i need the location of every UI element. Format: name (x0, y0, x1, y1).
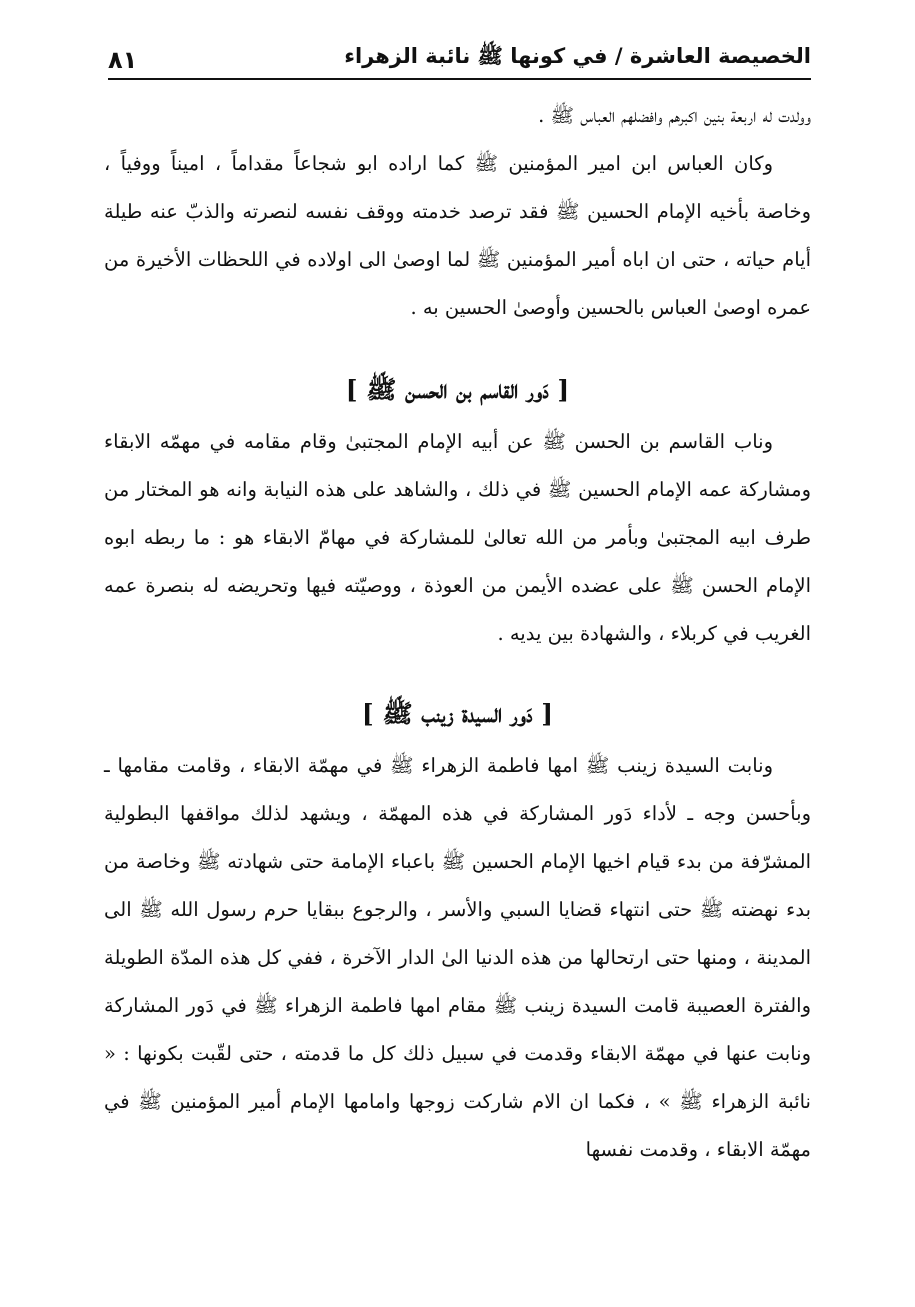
section-heading-zaynab: [ دَور السيدة زينب ﷺ ] (361, 699, 554, 728)
page-header (108, 34, 811, 80)
page-number: ٨١ (108, 46, 138, 74)
paragraph-qasim: وناب القاسم بن الحسن ﷺ عن أبيه الإمام المجتبىٰ وقام مقامه في مهمّه الابقاء ومشاركة عمه الإمام الحسين ﷺ في ذلك ، والشاهد على هذه النيابة وانه هو المختار من طرف ابيه المجتبىٰ وبأمر من الله تعالىٰ للمشاركة في مهامّ الابقاء هو : ما ربطه ابوه الإمام الحسن ﷺ على عضده الأيمن من العوذة ، ووصيّته فيها وتحريضه له بنصرة عمه الغريب في كربلاء ، والشهادة بين يديه . (104, 430, 811, 645)
section-spacer (104, 658, 811, 686)
running-title: الخصيصة العاشرة / في كونها ﷺ نائبة الزهراء (344, 44, 811, 68)
section-heading-qasim: [ دَور القاسم بن الحسن ﷺ ] (345, 375, 570, 404)
paragraph-zaynab: ونابت السيدة زينب ﷺ امها فاطمة الزهراء ﷺ في مهمّة الابقاء ، وقامت مقامها ـ وبأحسن وجه ـ لأداء دَور المشاركة في هذه المهمّة ، ويشهد لذلك مواقفها البطولية المشرّفة من بدء قيام اخيها الإمام الحسين ﷺ باعباء الإمامة حتى شهادته ﷺ وخاصة من بدء نهضته ﷺ حتى انتهاء قضايا السبي والأسر ، والرجوع ببقايا حرم رسول الله ﷺ الى المدينة ، ومنها حتى ارتحالها من هذه الدنيا الىٰ الدار الآخرة ، ففي كل هذه المدّة الطويلة والفترة العصيبة قامت السيدة زينب ﷺ مقام امها فاطمة الزهراء ﷺ في دَور المشاركة ونابت عنها في مهمّة الابقاء وقدمت في سبيل ذلك كل ما قدمته ، حتى لقّبت بكونها : « نائبة الزهراء ﷺ » ، فكما ان الام شاركت زوجها وامامها الإمام أمير المؤمنين ﷺ في مهمّة الابقاء ، وقدمت نفسها (104, 754, 811, 1161)
section-spacer (104, 332, 811, 362)
paragraph-sons: وولدت له اربعة بنين اكبرهم وافضلهم العباس ﷺ . (538, 104, 811, 127)
paragraph-abbas: وكان العباس ابن امير المؤمنين ﷺ كما اراده ابو شجاعاً مقداماً ، اميناً ووفياً ، وخاصة بأخيه الإمام الحسين ﷺ فقد ترصد خدمته ووقف نفسه لنصرته والذبّ عنه طيلة أيام حياته ، حتى ان اباه أمير المؤمنين ﷺ لما اوصىٰ الى اولاده في اللحظات الأخيرة من عمره اوصىٰ العباس بالحسين وأوصىٰ الحسين به . (104, 152, 811, 319)
page-body (104, 92, 811, 1174)
